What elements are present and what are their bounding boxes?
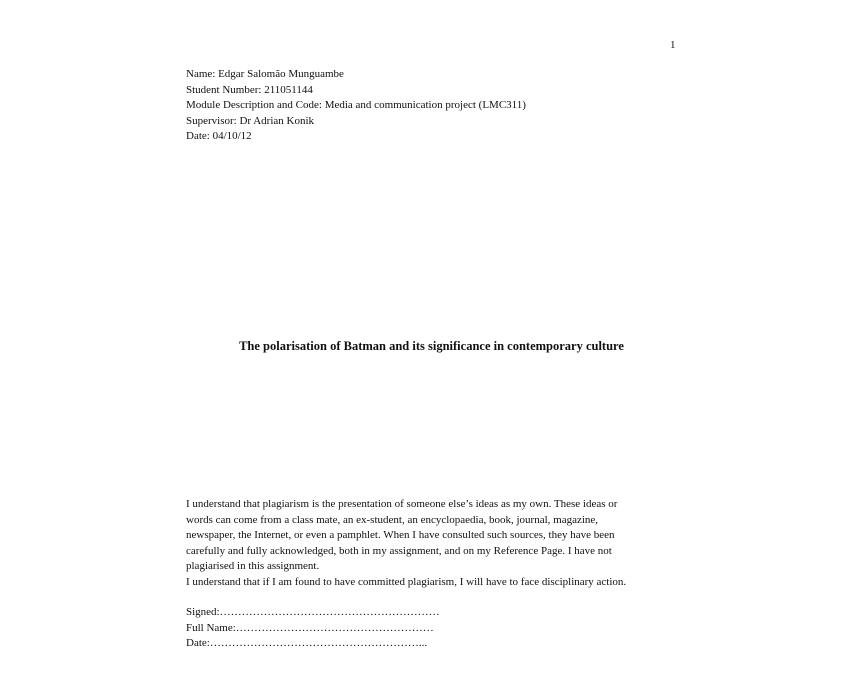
declaration-line: newspaper, the Internet, or even a pamphlet. When I have consulted such sources, they have been <box>186 529 615 541</box>
document-title: The polarisation of Batman and its significance in contemporary culture <box>239 339 624 353</box>
page-number: 1 <box>670 39 676 51</box>
plagiarism-declaration <box>186 497 686 590</box>
student-number: Student Number: 211051144 <box>186 83 313 96</box>
full-name-line: Full Name:……………………………………………… <box>186 621 434 634</box>
declaration-line: carefully and fully acknowledged, both in my assignment, and on my Reference Page. I have not <box>186 544 612 557</box>
signed-line: Signed:…………………………………………………… <box>186 606 440 618</box>
supervisor: Supervisor: Dr Adrian Konik <box>186 114 315 127</box>
declaration-line: I understand that plagiarism is the presentation of someone else’s ideas as my own. These ideas or <box>186 498 618 510</box>
submission-date: Date: 04/10/12 <box>186 130 252 142</box>
signature-date-line: Date:…………………………………………………... <box>186 637 428 649</box>
signature-block <box>186 605 686 652</box>
module-description: Module Description and Code: Media and communication project (LMC311) <box>186 99 526 111</box>
student-name: Name: Edgar Salomão Munguambe <box>186 68 344 80</box>
declaration-line: plagiarised in this assignment. <box>186 560 320 572</box>
declaration-line: I understand that if I am found to have committed plagiarism, I will have to face disciplinary action. <box>186 575 627 588</box>
declaration-line: words can come from a class mate, an ex-student, an encyclopaedia, book, journal, magazine, <box>186 513 599 526</box>
cover-details <box>186 67 706 145</box>
